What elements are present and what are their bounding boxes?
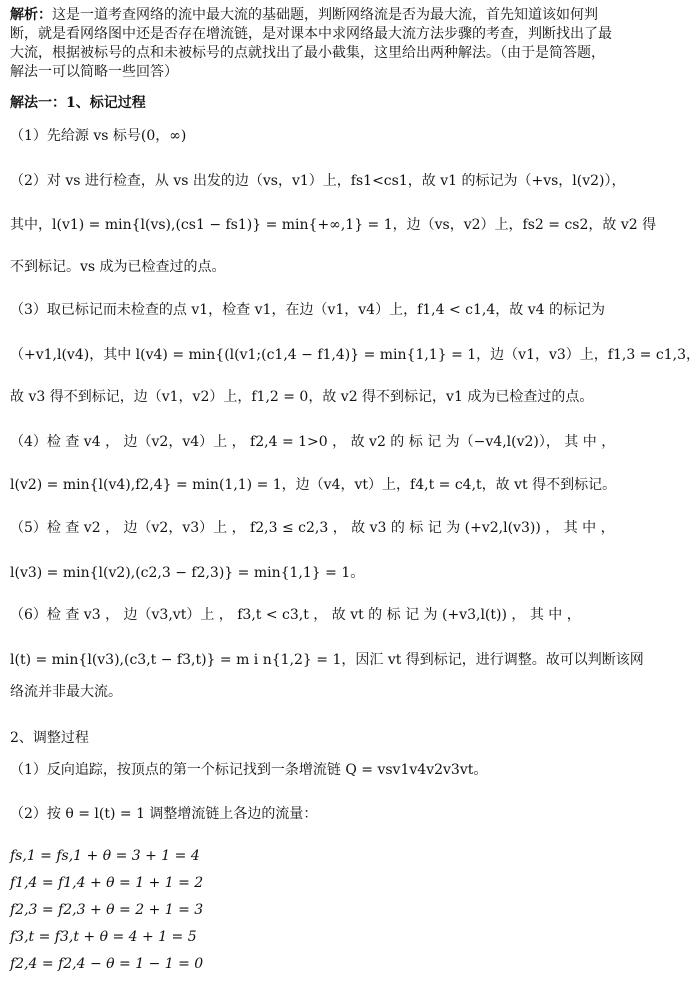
- step-6-cont-1: l(t) = min{l(v3),(c3,t − f3,t)} = m i n{1,2} = 1，因汇 vt 得到标记，进行调整。故可以判断该网: [10, 652, 644, 668]
- intro-paragraph: [10, 6, 618, 82]
- step-2: （2）对 vs 进行检查，从 vs 出发的边（vs，v1）上，fs1<cs1，故 v1 的标记为（+vs，l(v2)），: [10, 173, 626, 189]
- equation-f3t: f3,t = f3,t + θ = 4 + 1 = 5: [10, 929, 197, 945]
- step-5-cont: l(v3) = min{l(v2),(c2,3 − f2,3)} = min{1,1} = 1。: [10, 565, 365, 581]
- equation-fs1: fs,1 = fs,1 + θ = 3 + 1 = 4: [10, 848, 200, 864]
- step-1: （1）先给源 vs 标号(0，∞): [10, 128, 187, 144]
- step-3-cont-1: （+v1,l(v4)，其中 l(v4) = min{(l(v1;(c1,4 − f1,4)} = min{1,1} = 1，边（v1，v3）上，f1,3 = c1,3，: [10, 347, 700, 363]
- intro-text: 这是一道考查网络的流中最大流的基础题，判断网络流是否为最大流，首先知道该如何判断，就是看网络图中还是否存在增流链，是对课本中求网络最大流方法步骤的考查，判断找出了最大流，根据被标号的点和未被标号的点就找出了最小截集，这里给出两种解法。（由于是简答题，解法一可以简略一些回答）: [10, 7, 612, 80]
- step-2-cont-2: 不到标记。vs 成为已检查过的点。: [10, 259, 226, 275]
- step-3: （3）取已标记而未检查的点 v1，检查 v1，在边（v1，v4）上，f1,4 < c1,4，故 v4 的标记为: [10, 302, 605, 318]
- adjust-step-1: （1）反向追踪，按顶点的第一个标记找到一条增流链 Q = vsv1v4v2v3vt。: [10, 762, 488, 778]
- equation-f24: f2,4 = f2,4 − θ = 1 − 1 = 0: [10, 956, 204, 972]
- step-2-cont-1: 其中，l(v1) = min{l(vs),(cs1 − fs1)} = min{+∞,1} = 1，边（vs，v2）上，fs2 = cs2，故 v2 得: [10, 217, 657, 233]
- step-6-cont-2: 络流并非最大流。: [10, 684, 122, 700]
- adjust-title: 2、调整过程: [10, 730, 89, 746]
- method-one-title: 解法一：1、标记过程: [10, 95, 146, 111]
- adjust-step-2: （2）按 θ = l(t) = 1 调整增流链上各边的流量：: [10, 806, 318, 822]
- equation-f14: f1,4 = f1,4 + θ = 1 + 1 = 2: [10, 875, 204, 891]
- intro-label: 解析：: [10, 7, 52, 23]
- step-4: （4）检 查 v4 ， 边（v2，v4）上 ， f2,4 = 1>0 ， 故 v2 的 标 记 为（−v4,l(v2)）， 其 中 ，: [10, 434, 616, 450]
- step-6: （6）检 查 v3 ， 边（v3,vt）上 ， f3,t < c3,t ， 故 vt 的 标 记 为 (+v3,l(t)) ， 其 中 ，: [10, 607, 581, 623]
- step-3-cont-2: 故 v3 得不到标记，边（v1，v2）上，f1,2 = 0，故 v2 得不到标记，v1 成为已检查过的点。: [10, 389, 594, 405]
- step-5: （5）检 查 v2 ， 边（v2，v3）上 ， f2,3 ≤ c2,3 ， 故 v3 的 标 记 为 (+v2,l(v3)) ， 其 中 ，: [10, 520, 615, 536]
- equation-f23: f2,3 = f2,3 + θ = 2 + 1 = 3: [10, 902, 204, 918]
- step-4-cont: l(v2) = min{l(v4),f2,4} = min(1,1) = 1，边（v4，vt）上，f4,t = c4,t，故 vt 得不到标记。: [10, 477, 617, 493]
